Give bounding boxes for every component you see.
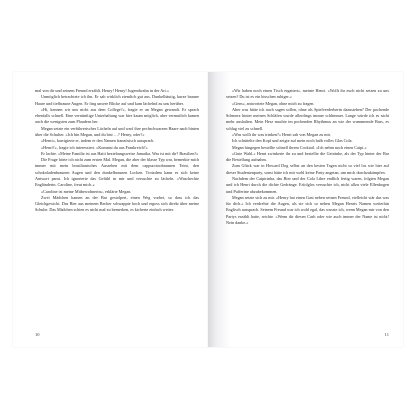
paragraph: Megan setzte ein verführerisches Lächeln auf und warf ihre pechschwarzen Haare nach hinten über die Schulter. »Ich bin Megan, und du bist …? Henry, oder?« — [35, 125, 199, 137]
paragraph: Megan hingegen bestellte schnell ihrem Cocktail. »Ich nehm noch einen Caipi.« — [232, 144, 367, 150]
right-page — [208, 72, 403, 347]
paragraph: »Henri«, korrigierte er, indem er den Namen französisch aussprach. — [41, 138, 155, 144]
paragraph: Nachdem der Caipirinha, das Bier und der Cola Libre endlich fertig waren, folgten Megan und ich Henri durch die dichte Gedränge. Erfolglos versuchte ich, nicht allzu viele Ellenbogen und Pufferine abzubekommen. — [226, 175, 389, 194]
paragraph: »Henri?«, fragte ich interessiert. »Kommst du aus Frankreich?« — [41, 144, 148, 150]
paragraph: »Was wollt ihr was trinken?« Henri sah von Megan zu mir. — [232, 131, 331, 137]
paragraph: Megan setzte sich zu mir. »Henry hat einen Gast neben seinen Freund, vielleicht wär das was für dich.« Ich verdrehte die Augen, als sie sich so neben Megan Henris Namen weiterhin Englisch aussprach. Seinem Freund war ich wohl egal, das wusste ich, wenn Megan mir von den Partys erzählt hatte, reichte. »Wenn dir diesen Cash oder wie auch immer der Name ist nicht! Nein danke.« — [226, 194, 389, 225]
paragraph: Zwei Mädchen kamen an der Bar gestolpert, einen Weg vorbei, so dass ich das Gleichgewicht. Das Bier aus meinem Becher schwappte hoch und ergoss sich direkt über meine Schuhe. Das Mädchen schien es nicht mal zu bemerken, es kicherte einfach weiter. — [35, 194, 199, 213]
paragraph: »Gern«, antwortete Megan, ohne mich zu fragen. — [232, 100, 315, 106]
paragraph: Unmöglich betrachtete ich ihn. Er sah wirklich ziemlich gut aus. Dunkelhäutig, kurze braune Haare und tiefbraune Augen. Er fing unsere Blicke auf und kam lächelnd zu uns herüber. — [35, 94, 199, 106]
left-page-text — [35, 88, 199, 214]
paragraph: »Caroline ist meine Mitbewohnerin«, erklärte Megan. — [41, 188, 132, 194]
paragraph: Zum Glück war in Howard Dog selbst an den besten Tagen nicht so viel los wie hier auf dieser Studentenparty, sonst hätte ich mir wohl keine Party angetan, um mich durchzukämpfen. — [226, 163, 389, 175]
page-number: 10 — [35, 332, 40, 337]
paragraph: Er lachte. »Meine Familie ist aus Haiti beziehungsweise Jamaika. Was ist mit dir? Brasilien?« — [41, 150, 199, 156]
paragraph: Aber was hätte ich auch sagen sollen, ohne als Spielverderberin dazustehen? Der pochende Schmerz hinter meinen Schläfen wurde allerdings immer schlimmer. Lange würde ich es nicht mehr aushalten. Mein Herz machte im pochenden Rhythmus an wie der wummernde Bass, es schlug viel zu schnell. — [226, 106, 389, 131]
paragraph: »Wir haben noch einen Tisch ergattert«, meinte Henri. »Wollt ihr euch nicht setzen zu uns setzen? Du ist es ein bisschen ruhiger.« — [226, 88, 389, 100]
paragraph: »Gute Wahl.« Henri zwinkerte ihr zu und bestellte die Getränke, als der Typ hinter der Bar die Bestellung aufnahm. — [226, 150, 389, 163]
left-page — [13, 72, 208, 347]
paragraph: mal von dir und seinem Freund erzählt. Henry! Henry! Jugendwahn in der Art.« — [35, 88, 169, 93]
paragraph: Die Frage hörte ich nicht zum ersten Mal. Megan, die aber der blasse Typ war, bemerkte mich immer mit mein brasilianisches Aussehen mit dem cappuccinobraunen Teint, den schokoladenbraunen Augen und den dunkelbraunen Locken. Trotzdem kann es sich keine Antwort parat. Ich ignorierte das Gefühl in mir und versuchte zu lächeln. »Waschechte Engländerin. Caroline, freut mich.« — [35, 157, 199, 188]
right-page-text — [226, 88, 389, 226]
paragraph: Ich schüttelte den Kopf und zeigte auf mein noch halb volles Glas Cola. — [232, 138, 353, 144]
paragraph: »Hi, kennen wir uns nicht aus dem College?«, fragte er an Megan gewandt. Er sprach ebenfalls schnell. Eine vernünftige Unterhaltung war hier kaum möglich, aber vermutlich kamen auch die wenigsten zum Plaudern her. — [35, 106, 199, 125]
page-number: 11 — [384, 332, 389, 337]
